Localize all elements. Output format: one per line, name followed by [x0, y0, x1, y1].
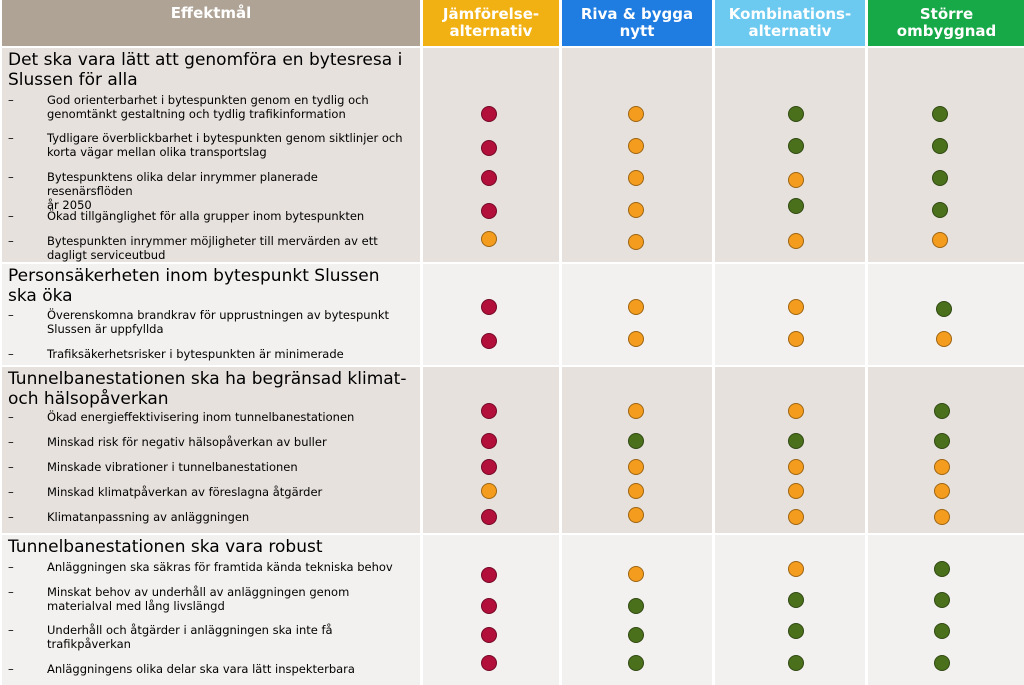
- rating-dot-red: [481, 598, 497, 614]
- rating-dot-green: [788, 623, 804, 639]
- rating-dot-green: [788, 592, 804, 608]
- section-1-storre-cell: [868, 48, 1024, 262]
- criterion-text: Minskad risk för negativ hälsopåverkan av buller: [47, 435, 327, 449]
- header-storre-ombyggnad: Större ombyggnad: [868, 0, 1024, 46]
- rating-dot-red: [481, 567, 497, 583]
- rating-dot-red: [481, 655, 497, 671]
- dash: –: [8, 170, 14, 184]
- section-title: Tunnelbanestationen ska vara robust: [8, 537, 323, 557]
- rating-dot-red: [481, 203, 497, 219]
- rating-dot-orange: [932, 232, 948, 248]
- rating-dot-green: [934, 561, 950, 577]
- rating-dot-orange: [628, 507, 644, 523]
- rating-dot-orange: [788, 331, 804, 347]
- criterion-text: Underhåll och åtgärder i anläggningen ska inte få trafikpåverkan: [47, 623, 333, 651]
- rating-dot-orange: [934, 509, 950, 525]
- criterion-text: Klimatanpassning av anläggningen: [47, 510, 250, 524]
- section-2-label-cell: [2, 264, 420, 365]
- rating-dot-green: [936, 301, 952, 317]
- section-1-label-cell: [2, 48, 420, 262]
- section-1-jamforelse-cell: [423, 48, 559, 262]
- rating-dot-orange: [934, 459, 950, 475]
- section-3-riva-cell: [562, 367, 712, 533]
- rating-dot-green: [788, 655, 804, 671]
- rating-dot-orange: [788, 483, 804, 499]
- rating-dot-green: [932, 202, 948, 218]
- section-3-storre-cell: [868, 367, 1024, 533]
- rating-dot-green: [788, 198, 804, 214]
- rating-dot-orange: [936, 331, 952, 347]
- rating-dot-green: [932, 170, 948, 186]
- section-4-riva-cell: [562, 535, 712, 685]
- rating-dot-orange: [628, 170, 644, 186]
- rating-dot-orange: [628, 138, 644, 154]
- rating-dot-green: [628, 627, 644, 643]
- dash: –: [8, 662, 14, 676]
- rating-dot-green: [628, 433, 644, 449]
- rating-dot-red: [481, 509, 497, 525]
- criterion-text: Bytespunkten inrymmer möjligheter till mervärden av ett dagligt serviceutbud: [47, 234, 378, 262]
- dash: –: [8, 308, 14, 322]
- section-4-label-cell: [2, 535, 420, 685]
- dash: –: [8, 510, 14, 524]
- rating-dot-green: [934, 403, 950, 419]
- section-2-riva-cell: [562, 264, 712, 365]
- section-3-label-cell: [2, 367, 420, 533]
- rating-dot-orange: [788, 299, 804, 315]
- section-title: Det ska vara lätt att genomföra en bytesresa i Slussen för alla: [8, 50, 403, 90]
- rating-dot-orange: [628, 202, 644, 218]
- dash: –: [8, 93, 14, 107]
- rating-dot-orange: [628, 106, 644, 122]
- rating-dot-green: [788, 106, 804, 122]
- dash: –: [8, 485, 14, 499]
- rating-dot-green: [628, 598, 644, 614]
- header-jamforelsealternativ: Jämförelse- alternativ: [423, 0, 559, 46]
- header-effektmal: Effektmål: [2, 0, 420, 46]
- dash: –: [8, 623, 14, 637]
- rating-dot-red: [481, 140, 497, 156]
- section-title: Personsäkerheten inom bytespunkt Slussen ska öka: [8, 266, 380, 306]
- header-kombinationsalternativ: Kombinations- alternativ: [715, 0, 865, 46]
- rating-dot-orange: [481, 231, 497, 247]
- section-4-jamforelse-cell: [423, 535, 559, 685]
- dash: –: [8, 460, 14, 474]
- rating-dot-green: [788, 433, 804, 449]
- rating-dot-orange: [628, 331, 644, 347]
- section-2-storre-cell: [868, 264, 1024, 365]
- criterion-text: Minskad klimatpåverkan av föreslagna åtgärder: [47, 485, 323, 499]
- rating-dot-red: [481, 333, 497, 349]
- section-4-kombination-cell: [715, 535, 865, 685]
- rating-dot-red: [481, 299, 497, 315]
- criterion-text: Anläggningen ska säkras för framtida kända tekniska behov: [47, 560, 393, 574]
- rating-dot-orange: [788, 403, 804, 419]
- rating-dot-orange: [628, 234, 644, 250]
- rating-dot-red: [481, 459, 497, 475]
- section-2-jamforelse-cell: [423, 264, 559, 365]
- criterion-text: Minskat behov av underhåll av anläggningen genom materialval med lång livslängd: [47, 585, 350, 613]
- criterion-text: Anläggningens olika delar ska vara lätt inspekterbara: [47, 662, 355, 676]
- rating-dot-orange: [788, 509, 804, 525]
- rating-dot-red: [481, 433, 497, 449]
- criterion-text: Trafiksäkerhetsrisker i bytespunkten är minimerade: [47, 347, 344, 361]
- rating-dot-red: [481, 170, 497, 186]
- criterion-text: God orienterbarhet i bytespunkten genom en tydlig och genomtänkt gestaltning och tydlig trafikinformation: [47, 93, 369, 121]
- rating-dot-orange: [628, 566, 644, 582]
- rating-dot-green: [932, 138, 948, 154]
- criterion-text: Ökad tillgänglighet för alla grupper inom bytespunkten: [47, 209, 365, 223]
- section-4-storre-cell: [868, 535, 1024, 685]
- criterion-text: Minskade vibrationer i tunnelbanestationen: [47, 460, 298, 474]
- rating-dot-orange: [934, 483, 950, 499]
- dash: –: [8, 410, 14, 424]
- rating-dot-orange: [628, 403, 644, 419]
- section-3-kombination-cell: [715, 367, 865, 533]
- rating-dot-green: [934, 592, 950, 608]
- criterion-text: Överenskomna brandkrav för upprustningen av bytespunkt Slussen är uppfyllda: [47, 308, 390, 336]
- criterion-text: Bytespunktens olika delar inrymmer planerade resenärsflöden år 2050: [47, 170, 318, 212]
- rating-dot-green: [934, 655, 950, 671]
- rating-dot-orange: [628, 483, 644, 499]
- section-1-kombination-cell: [715, 48, 865, 262]
- rating-dot-green: [628, 655, 644, 671]
- section-3-jamforelse-cell: [423, 367, 559, 533]
- rating-dot-orange: [788, 561, 804, 577]
- rating-dot-orange: [788, 172, 804, 188]
- header-riva-bygga-nytt: Riva & bygga nytt: [562, 0, 712, 46]
- dash: –: [8, 209, 14, 223]
- rating-dot-red: [481, 106, 497, 122]
- dash: –: [8, 585, 14, 599]
- section-1-riva-cell: [562, 48, 712, 262]
- rating-dot-orange: [788, 233, 804, 249]
- rating-dot-orange: [628, 459, 644, 475]
- section-2-kombination-cell: [715, 264, 865, 365]
- rating-dot-green: [932, 106, 948, 122]
- dash: –: [8, 435, 14, 449]
- dash: –: [8, 234, 14, 248]
- rating-dot-green: [934, 433, 950, 449]
- rating-dot-green: [788, 138, 804, 154]
- rating-dot-orange: [788, 459, 804, 475]
- dash: –: [8, 347, 14, 361]
- rating-dot-red: [481, 403, 497, 419]
- criterion-text: Tydligare överblickbarhet i bytespunkten genom siktlinjer och korta vägar mellan olika transportslag: [47, 131, 403, 159]
- rating-dot-red: [481, 627, 497, 643]
- dash: –: [8, 560, 14, 574]
- criterion-text: Ökad energieffektivisering inom tunnelbanestationen: [47, 410, 355, 424]
- rating-dot-orange: [481, 483, 497, 499]
- dash: –: [8, 131, 14, 145]
- section-title: Tunnelbanestationen ska ha begränsad klimat- och hälsopåverkan: [8, 369, 407, 409]
- rating-dot-green: [934, 623, 950, 639]
- rating-dot-orange: [628, 299, 644, 315]
